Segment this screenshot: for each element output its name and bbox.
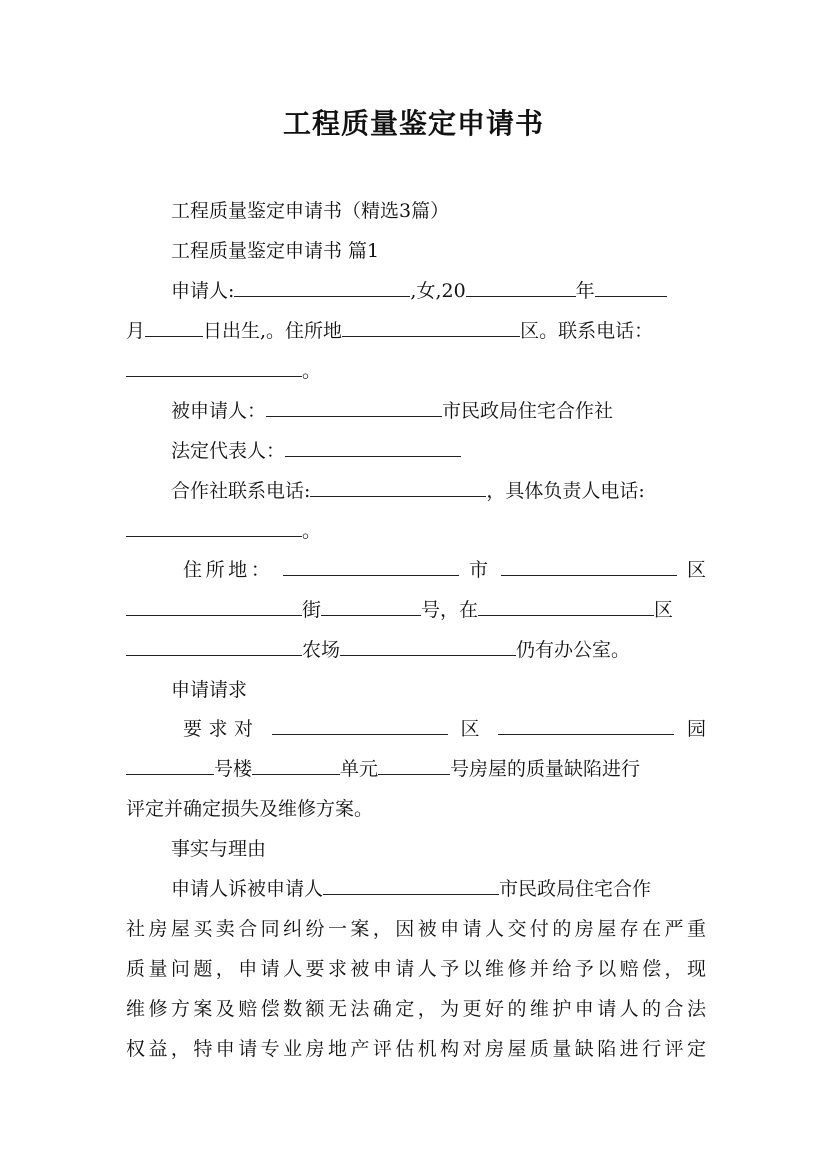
respondent-org: 市民政局住宅合作社 (442, 400, 614, 422)
office-label: 仍有办公室。 (516, 639, 631, 661)
residence-blank (342, 319, 520, 337)
facts-line-4: 维修方案及赔偿数额无法确定，为更好的维护申请人的合法 (126, 998, 706, 1020)
request-l1-c: 园 (686, 718, 706, 740)
request-line-2 (126, 757, 706, 781)
coop-phone-line-2 (126, 519, 706, 543)
coop-phone-blank (310, 479, 486, 497)
district-contact-label: 区。联系电话： (520, 320, 654, 342)
request-l1-b: 区 (460, 718, 486, 740)
street-blank (126, 598, 302, 616)
applicant-name-blank (234, 279, 410, 297)
district2-blank (478, 598, 654, 616)
legal-rep-blank (285, 439, 461, 457)
address-line-2 (126, 598, 706, 622)
room-blank (378, 757, 450, 775)
birth-month-blank (595, 279, 667, 297)
month-label: 月 (126, 320, 146, 342)
person-phone-blank (126, 519, 302, 537)
number-label: 号，在 (421, 599, 479, 621)
address-district-blank (501, 558, 677, 576)
request-l1-a: 要求对 (183, 718, 260, 740)
unit-blank (252, 757, 340, 775)
facts-line-2: 社房屋买卖合同纠纷一案，因被申请人交付的房屋存在严重 (126, 918, 706, 940)
person-phone-label: ，具体负责人电话: (486, 480, 645, 502)
request-line-3: 评定并确定损失及维修方案。 (126, 798, 374, 820)
request-location-blank (272, 717, 448, 735)
respondent-name-blank (266, 399, 442, 417)
applicant-end: 。 (302, 360, 322, 382)
address-city-blank (283, 558, 459, 576)
birth-year-blank (466, 279, 576, 297)
applicant-line-3 (126, 359, 706, 383)
day-born-label: 日出生,。住所地 (203, 320, 343, 342)
request-garden-blank (498, 717, 674, 735)
respondent-label: 被申请人： (171, 400, 267, 422)
applicant-phone-blank (126, 359, 302, 377)
office-blank (340, 638, 516, 656)
request-l2-rest: 号房屋的质量缺陷进行 (450, 758, 641, 780)
legal-rep-label: 法定代表人： (171, 440, 286, 462)
unit-label: 单元 (340, 758, 379, 780)
applicant-gender-dob: ,女,20 (410, 280, 466, 302)
street-label: 街 (302, 599, 322, 621)
request-heading: 申请请求 (171, 679, 248, 701)
building-blank (126, 757, 214, 775)
facts-respondent-blank (323, 877, 499, 895)
facts-l1-a: 申请人诉被申请人 (171, 878, 324, 900)
address-label: 住所地： (183, 559, 274, 581)
applicant-line-1 (171, 279, 706, 303)
birth-day-blank (145, 319, 203, 337)
city-label: 市 (468, 559, 492, 581)
farm-label: 农场 (302, 639, 341, 661)
address-line-1 (183, 558, 706, 582)
facts-line-5: 权益，特申请专业房地产评估机构对房屋质量缺陷进行评定 (126, 1038, 706, 1060)
building-label: 号楼 (214, 758, 253, 780)
facts-line-3: 质量问题，申请人要求被申请人予以维修并给予以赔偿，现 (126, 958, 706, 980)
applicant-line-2 (126, 319, 706, 343)
number-blank (321, 598, 421, 616)
coop-phone-line (171, 479, 706, 503)
facts-heading: 事实与理由 (171, 838, 267, 860)
district2-label: 区 (654, 599, 674, 621)
document-title: 工程质量鉴定申请书 (282, 107, 544, 140)
farm-name-blank (126, 638, 302, 656)
facts-l1-b: 市民政局住宅合作 (499, 878, 652, 900)
facts-line-1 (171, 877, 706, 901)
address-line-3 (126, 638, 706, 662)
year-label: 年 (575, 280, 595, 302)
document-subtitle: 工程质量鉴定申请书（精选3篇） (171, 200, 450, 222)
section-heading: 工程质量鉴定申请书 篇1 (171, 240, 380, 262)
legal-rep-line (171, 439, 706, 463)
respondent-line (171, 399, 706, 423)
district-label: 区 (686, 559, 706, 581)
coop-phone-end: 。 (302, 520, 322, 542)
applicant-label: 申请人: (171, 280, 235, 302)
coop-phone-label: 合作社联系电话: (171, 480, 311, 502)
request-line-1 (183, 717, 706, 741)
